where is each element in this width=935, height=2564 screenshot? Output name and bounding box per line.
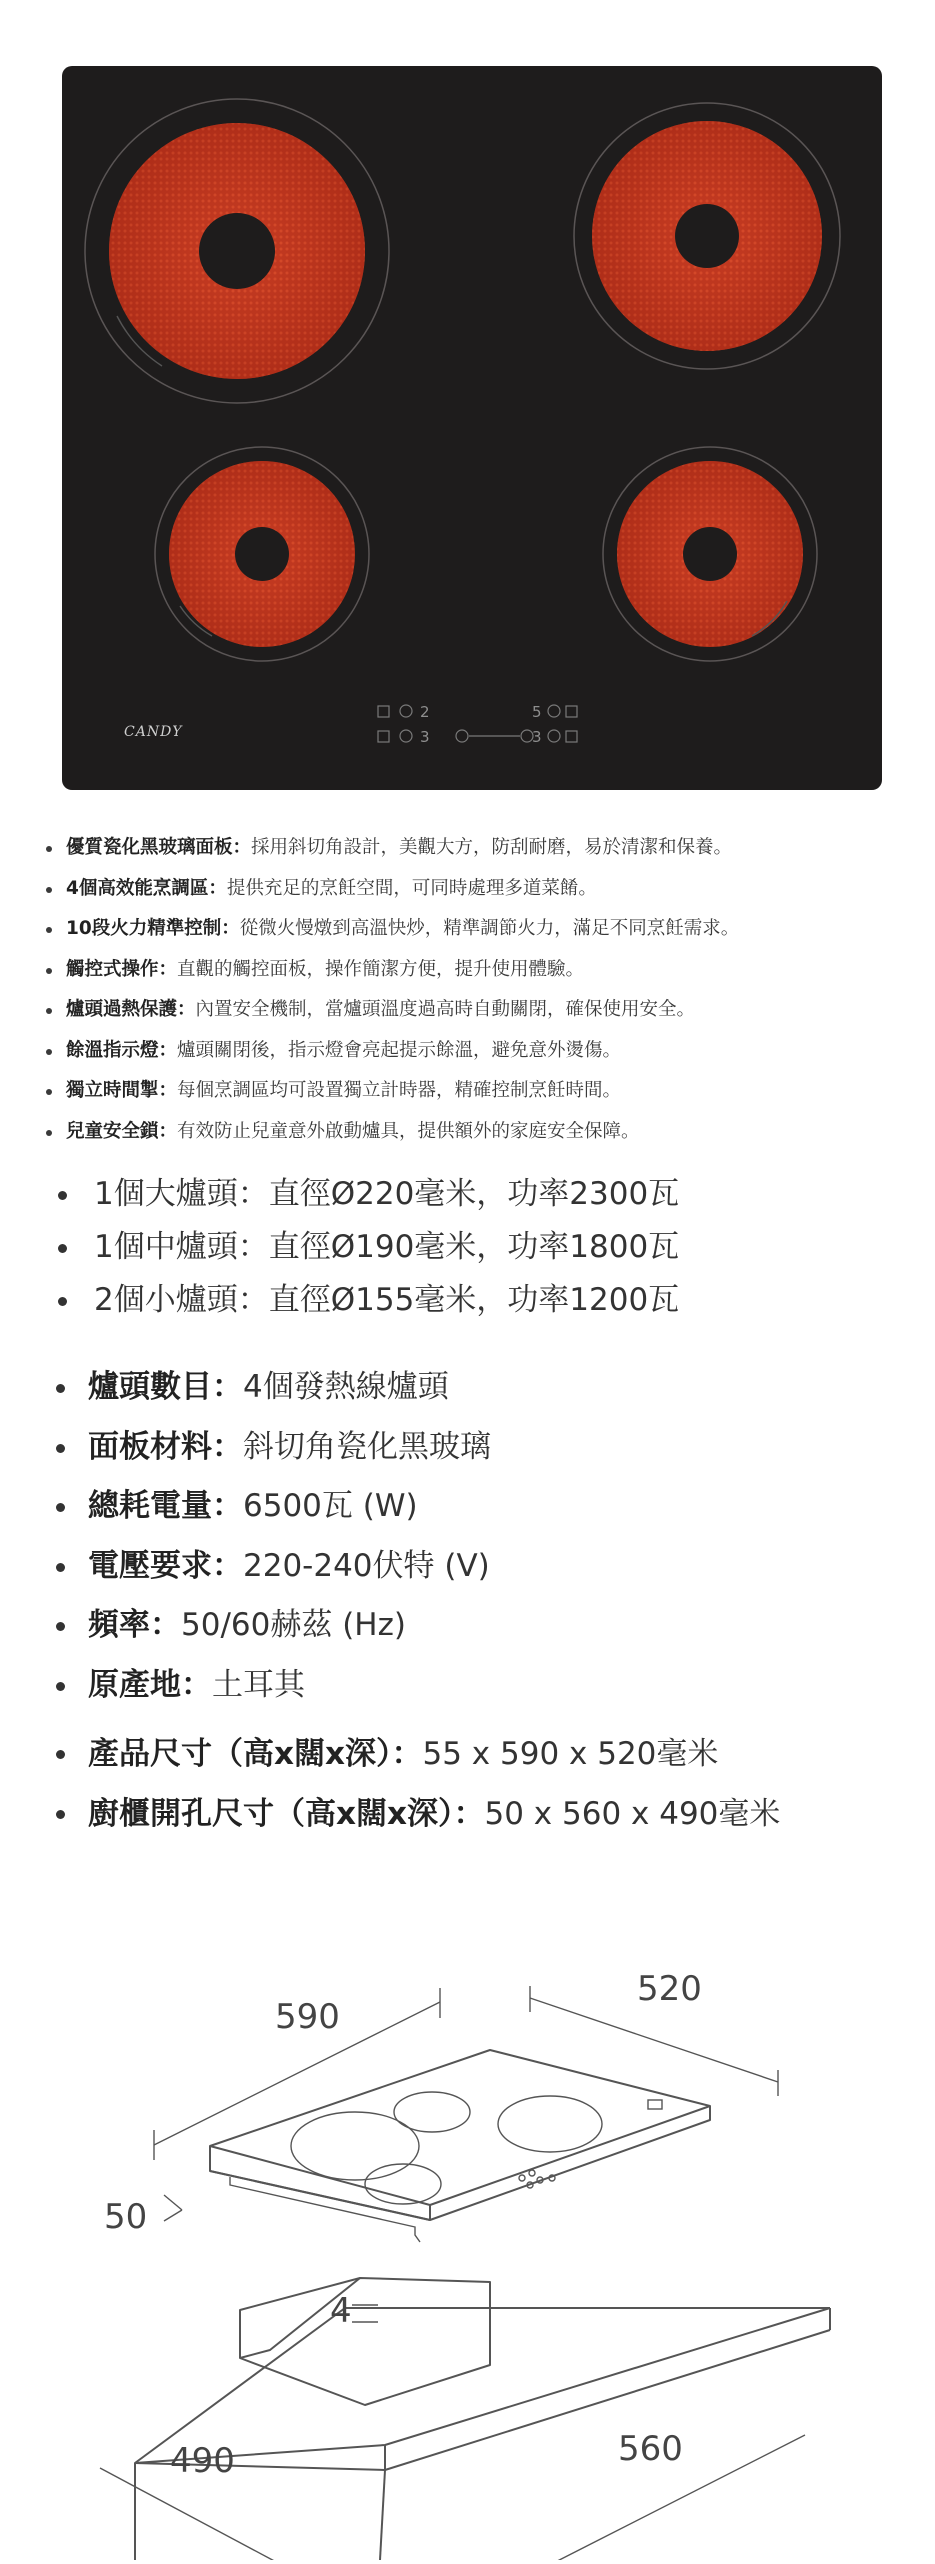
feature-title: 優質瓷化黑玻璃面板：: [66, 837, 252, 858]
dimension-value: 50 x 560 x 490毫米: [484, 1796, 781, 1832]
spec-value: 斜切角瓷化黑玻璃: [243, 1428, 491, 1465]
spec-value: 土耳其: [212, 1666, 305, 1703]
spec-item: [50, 1656, 491, 1716]
zone-display-right-top: 5: [532, 703, 542, 721]
feature-title: 餘溫指示燈：: [66, 1039, 178, 1061]
feature-title: 爐頭過熱保護：: [66, 999, 196, 1020]
power-icon[interactable]: [400, 705, 412, 717]
spec-value: 6500瓦 (W): [243, 1488, 418, 1524]
feature-text: 採用斜切角設計，美觀大方，防刮耐磨，易於清潔和保養。: [251, 837, 733, 858]
spec-value: 50/60赫茲 (Hz): [181, 1607, 406, 1643]
dimension-title: 廚櫃開孔尺寸（高x闊x深）：: [88, 1796, 485, 1832]
minus-icon[interactable]: [456, 730, 468, 742]
burner-large: [85, 99, 389, 403]
spec-item: [50, 1477, 491, 1537]
feature-text: 爐頭關閉後，指示燈會亮起提示餘溫，避免意外燙傷。: [177, 1039, 622, 1061]
cooktop-photo: [62, 66, 882, 790]
zone-select-icon-right-top[interactable]: [548, 705, 560, 717]
zone-display-right-bottom: 3: [532, 728, 542, 746]
cutout-depth-label: 490: [170, 2441, 235, 2481]
feature-title: 獨立時間掣：: [66, 1080, 178, 1101]
feature-item: [40, 950, 920, 991]
feature-item: [40, 1031, 920, 1072]
height-label: 50: [104, 2197, 148, 2237]
feature-title: 10段火力精準控制：: [66, 918, 240, 939]
burner-item: 2個小爐頭：直徑Ø155毫米，功率1200瓦: [50, 1274, 679, 1327]
spec-title: 電壓要求：: [88, 1547, 243, 1584]
feature-text: 直觀的觸控面板，操作簡潔方便，提升使用體驗。: [177, 958, 585, 980]
feature-item: [40, 869, 920, 910]
keep-warm-icon[interactable]: [566, 706, 577, 717]
timer-icon[interactable]: [378, 731, 389, 742]
depth-label: 520: [637, 1969, 702, 2009]
cooktop-illustration: [62, 66, 882, 790]
feature-item: [40, 828, 920, 869]
feature-item: [40, 990, 920, 1031]
spec-list: [50, 1358, 491, 1715]
dimension-item: [50, 1784, 780, 1844]
spec-title: 爐頭數目：: [88, 1369, 243, 1405]
feature-text: 每個烹調區均可設置獨立計時器，精確控制烹飪時間。: [177, 1080, 622, 1101]
burner-medium: [574, 103, 840, 369]
spec-item: [50, 1596, 491, 1656]
spec-value: 220-240伏特 (V): [243, 1547, 490, 1584]
burner-item: 1個中爐頭：直徑Ø190毫米，功率1800瓦: [50, 1221, 679, 1274]
burner-small-right: [603, 447, 817, 661]
gap-label: 4: [330, 2291, 352, 2331]
spec-title: 頻率：: [88, 1607, 181, 1643]
feature-text: 有效防止兒童意外啟動爐具，提供額外的家庭安全保障。: [177, 1120, 640, 1142]
spec-title: 原產地：: [88, 1666, 212, 1703]
spec-title: 總耗電量：: [88, 1488, 243, 1524]
cutout-width-label: 560: [618, 2429, 683, 2469]
feature-text: 提供充足的烹飪空間，可同時處理多道菜餚。: [226, 877, 597, 899]
lock-icon[interactable]: [378, 706, 389, 717]
touch-control-panel: [378, 703, 577, 746]
brand-logo: CANDY: [124, 724, 183, 740]
feature-text: 從微火慢燉到高溫快炒，精準調節火力，滿足不同烹飪需求。: [239, 918, 740, 939]
burner-item: 1個大爐頭：直徑Ø220毫米，功率2300瓦: [50, 1168, 679, 1221]
zone-display-left-top: 2: [420, 703, 430, 721]
spec-item: [50, 1358, 491, 1418]
zone-display-left-bottom: 3: [420, 728, 430, 746]
burner-list: [50, 1168, 679, 1327]
width-label: 590: [275, 1997, 340, 2037]
burner-small-left: [155, 447, 369, 661]
feature-title: 觸控式操作：: [66, 958, 178, 980]
spec-item: [50, 1537, 491, 1597]
zone-select-icon-right-bottom[interactable]: [548, 730, 560, 742]
dimension-value: 55 x 590 x 520毫米: [422, 1736, 719, 1772]
countertop: [135, 2278, 830, 2560]
installation-diagram: [60, 1880, 880, 2560]
spec-title: 面板材料：: [88, 1428, 243, 1465]
feature-list: [40, 828, 920, 1152]
feature-item: [40, 909, 920, 950]
feature-item: [40, 1071, 920, 1112]
dimension-title: 產品尺寸（高x闊x深）：: [88, 1736, 423, 1772]
dimension-item: [50, 1724, 780, 1784]
dimension-list: [50, 1724, 780, 1844]
pause-icon[interactable]: [566, 731, 577, 742]
feature-text: 內置安全機制，當爐頭溫度過高時自動關閉，確保使用安全。: [195, 999, 696, 1020]
spec-item: [50, 1418, 491, 1478]
feature-title: 4個高效能烹調區：: [66, 877, 227, 899]
zone-select-icon[interactable]: [400, 730, 412, 742]
dimension-drawing: [60, 1880, 880, 2560]
feature-item: [40, 1112, 920, 1153]
spec-value: 4個發熱線爐頭: [243, 1369, 449, 1405]
feature-title: 兒童安全鎖：: [66, 1120, 178, 1142]
